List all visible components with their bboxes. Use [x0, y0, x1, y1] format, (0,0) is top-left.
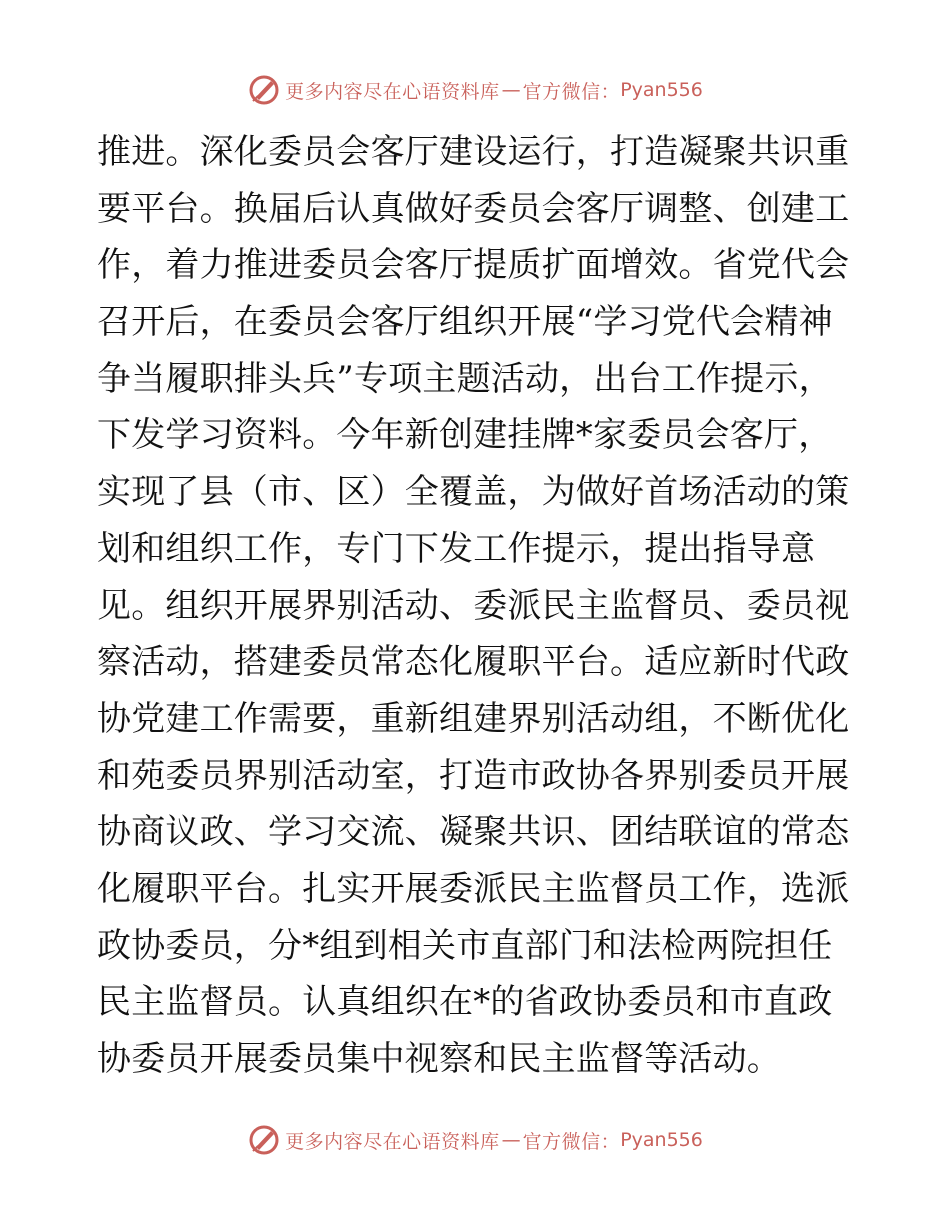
text-line: 和苑委员界别活动室，打造市政协各界别委员开展 [97, 755, 850, 796]
text-line: 协委员开展委员集中视察和民主监督等活动。 [97, 1039, 781, 1079]
watermark-wechat-label: 官方微信： [522, 80, 621, 103]
document-body [97, 124, 857, 1088]
watermark-text: 更多内容尽在心语资料库 [285, 80, 500, 103]
watermark-separator: — [501, 1129, 521, 1151]
text-line: 划和组织工作，专门下发工作提示，提出指导意 [97, 528, 816, 569]
text-line: 民主监督员。认真组织在*的省政协委员和市直政 [97, 982, 833, 1023]
quill-logo-icon [247, 1123, 281, 1157]
watermark-wechat-label: 官方微信： [522, 1130, 621, 1153]
watermark-text: 更多内容尽在心语资料库 [285, 1130, 500, 1153]
text-line: 推进。深化委员会客厅建设运行，打造凝聚共识重 [97, 132, 850, 172]
watermark-separator: — [501, 79, 521, 101]
text-line: 协商议政、学习交流、凝聚共识、团结联谊的常态 [97, 812, 850, 853]
text-line: 召开后，在委员会客厅组织开展“学习党代会精神 [97, 302, 833, 343]
text-line: 作，着力推进委员会客厅提质扩面增效。省党代会 [97, 245, 850, 286]
footer-watermark [0, 1120, 950, 1160]
text-line: 见。组织开展界别活动、委派民主监督员、委员视 [97, 585, 850, 626]
text-line: 察活动，搭建委员常态化履职平台。适应新时代政 [97, 642, 850, 683]
header-watermark [0, 70, 950, 110]
text-line: 争当履职排头兵”专项主题活动，出台工作提示， [97, 358, 833, 399]
quill-logo-icon [247, 73, 281, 107]
text-line: 下发学习资料。今年新创建挂牌*家委员会客厅， [97, 415, 833, 456]
text-line: 化履职平台。扎实开展委派民主监督员工作，选派 [97, 868, 850, 909]
watermark-wechat-id: Pyan556 [620, 1129, 703, 1151]
text-line: 实现了县（市、区）全覆盖，为做好首场活动的策 [97, 472, 850, 513]
text-line: 协党建工作需要，重新组建界别活动组，不断优化 [97, 698, 850, 739]
text-line: 要平台。换届后认真做好委员会客厅调整、创建工 [97, 188, 850, 229]
watermark-wechat-id: Pyan556 [620, 79, 703, 101]
text-line: 政协委员，分*组到相关市直部门和法检两院担任 [97, 925, 833, 966]
